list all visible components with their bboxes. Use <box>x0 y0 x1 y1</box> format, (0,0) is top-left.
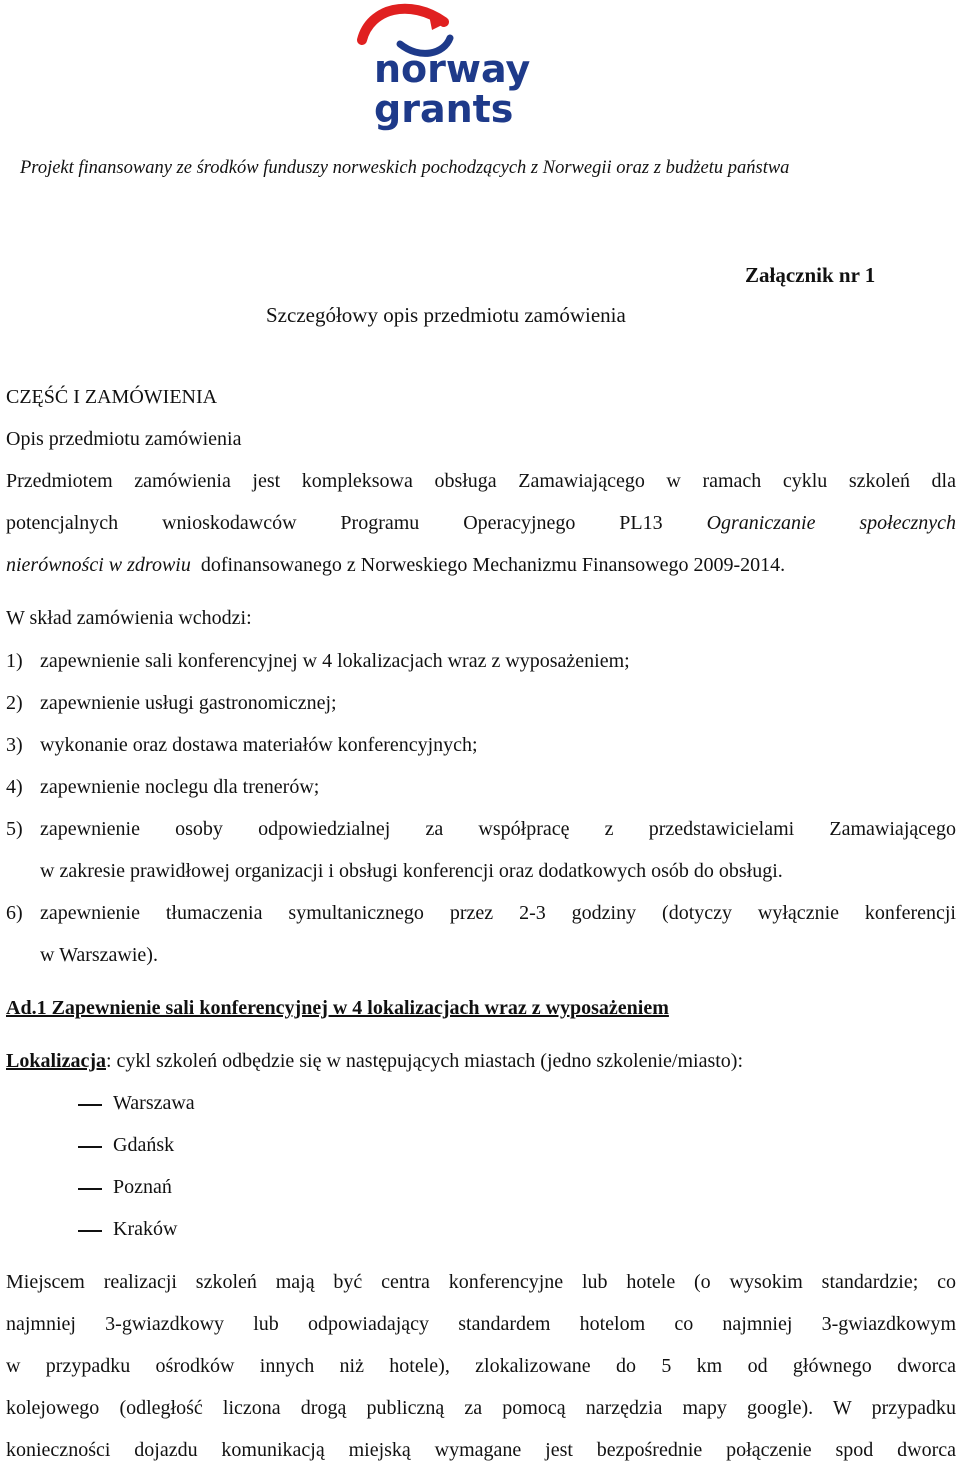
intro-funding: dofinansowanego z Norweskiego Mechanizmu Finansowego 2009-2014. <box>200 554 786 576</box>
svg-text:grants: grants <box>374 87 514 131</box>
venue-paragraph-line: Miejscem realizacji szkoleń mają być centra konferencyjne lub hotele (o wysokim standardzie; co <box>6 1271 956 1293</box>
intro-line-3 <box>6 554 785 577</box>
scope-intro: W skład zamówienia wchodzi: <box>6 607 252 629</box>
bullet-dash <box>78 1188 102 1190</box>
list-item-number: 3) <box>6 734 23 756</box>
venue-paragraph-line: konieczności dojazdu komunikacją miejską wymagane jest bezpośrednie połączenie spod dworca <box>6 1439 956 1461</box>
document-title: Szczegółowy opis przedmiotu zamówienia <box>266 303 626 327</box>
location-line <box>6 1050 743 1073</box>
list-item-continuation: w Warszawie). <box>40 944 158 966</box>
list-item-continuation: w zakresie prawidłowej organizacji i obsługi konferencji oraz dodatkowych osób do obsługi. <box>40 860 783 882</box>
list-item: zapewnienie tłumaczenia symultanicznego przez 2-3 godziny (dotyczy wyłącznie konferencji <box>40 902 956 924</box>
section-heading: CZĘŚĆ I ZAMÓWIENIA <box>6 386 218 408</box>
annex-label: Załącznik nr 1 <box>745 263 876 287</box>
venue-paragraph-line: najmniej 3-gwiazdkowy lub odpowiadający standardem hotelom co najmniej 3-gwiazdkowym <box>6 1313 956 1335</box>
list-item-number: 6) <box>6 902 23 924</box>
city-item: Kraków <box>113 1218 178 1240</box>
norway-grants-logo-graphic <box>340 0 558 136</box>
list-item-number: 2) <box>6 692 23 714</box>
bullet-dash <box>78 1146 102 1148</box>
list-item-number: 4) <box>6 776 23 798</box>
city-item: Warszawa <box>113 1092 195 1114</box>
venue-paragraph-line: kolejowego (odległość liczona drogą publiczną za pomocą narzędzia mapy google). W przypadku <box>6 1397 956 1419</box>
norway-grants-logo <box>340 0 558 136</box>
city-item: Poznań <box>113 1176 172 1198</box>
list-item-number: 5) <box>6 818 23 840</box>
bullet-dash <box>78 1230 102 1232</box>
intro-line-1: Przedmiotem zamówienia jest kompleksowa obsługa Zamawiającego w ramach cyklu szkoleń dla <box>6 470 956 492</box>
list-item-number: 1) <box>6 650 23 672</box>
ad1-heading: Ad.1 Zapewnienie sali konferencyjnej w 4 lokalizacjach wraz z wyposażeniem <box>6 997 669 1019</box>
location-text: : cykl szkoleń odbędzie się w następujących miastach (jedno szkolenie/miasto): <box>106 1050 744 1072</box>
bullet-dash <box>78 1104 102 1106</box>
intro-program-title: Ograniczanie społecznych <box>706 512 956 534</box>
intro-program: potencjalnych wnioskodawców Programu Operacyjnego PL13 <box>6 512 663 534</box>
list-item: zapewnienie usługi gastronomicznej; <box>40 692 337 714</box>
funding-note: Projekt finansowany ze środków funduszy norweskich pochodzących z Norwegii oraz z budżetu państwa <box>20 158 790 178</box>
intro-line-2 <box>6 512 956 535</box>
list-item: zapewnienie sali konferencyjnej w 4 lokalizacjach wraz z wyposażeniem; <box>40 650 630 672</box>
intro-program-title-cont: nierówności w zdrowiu <box>6 554 191 576</box>
city-item: Gdańsk <box>113 1134 175 1156</box>
venue-paragraph-line: w przypadku ośrodków innych niż hotele), zlokalizowane do 5 km od głównego dworca <box>6 1355 956 1377</box>
section-subheading: Opis przedmiotu zamówienia <box>6 428 242 450</box>
list-item: zapewnienie noclegu dla trenerów; <box>40 776 320 798</box>
list-item: zapewnienie osoby odpowiedzialnej za współpracę z przedstawicielami Zamawiającego <box>40 818 956 840</box>
list-item: wykonanie oraz dostawa materiałów konferencyjnych; <box>40 734 478 756</box>
svg-text:norway: norway <box>374 47 531 91</box>
location-label: Lokalizacja <box>6 1050 106 1072</box>
